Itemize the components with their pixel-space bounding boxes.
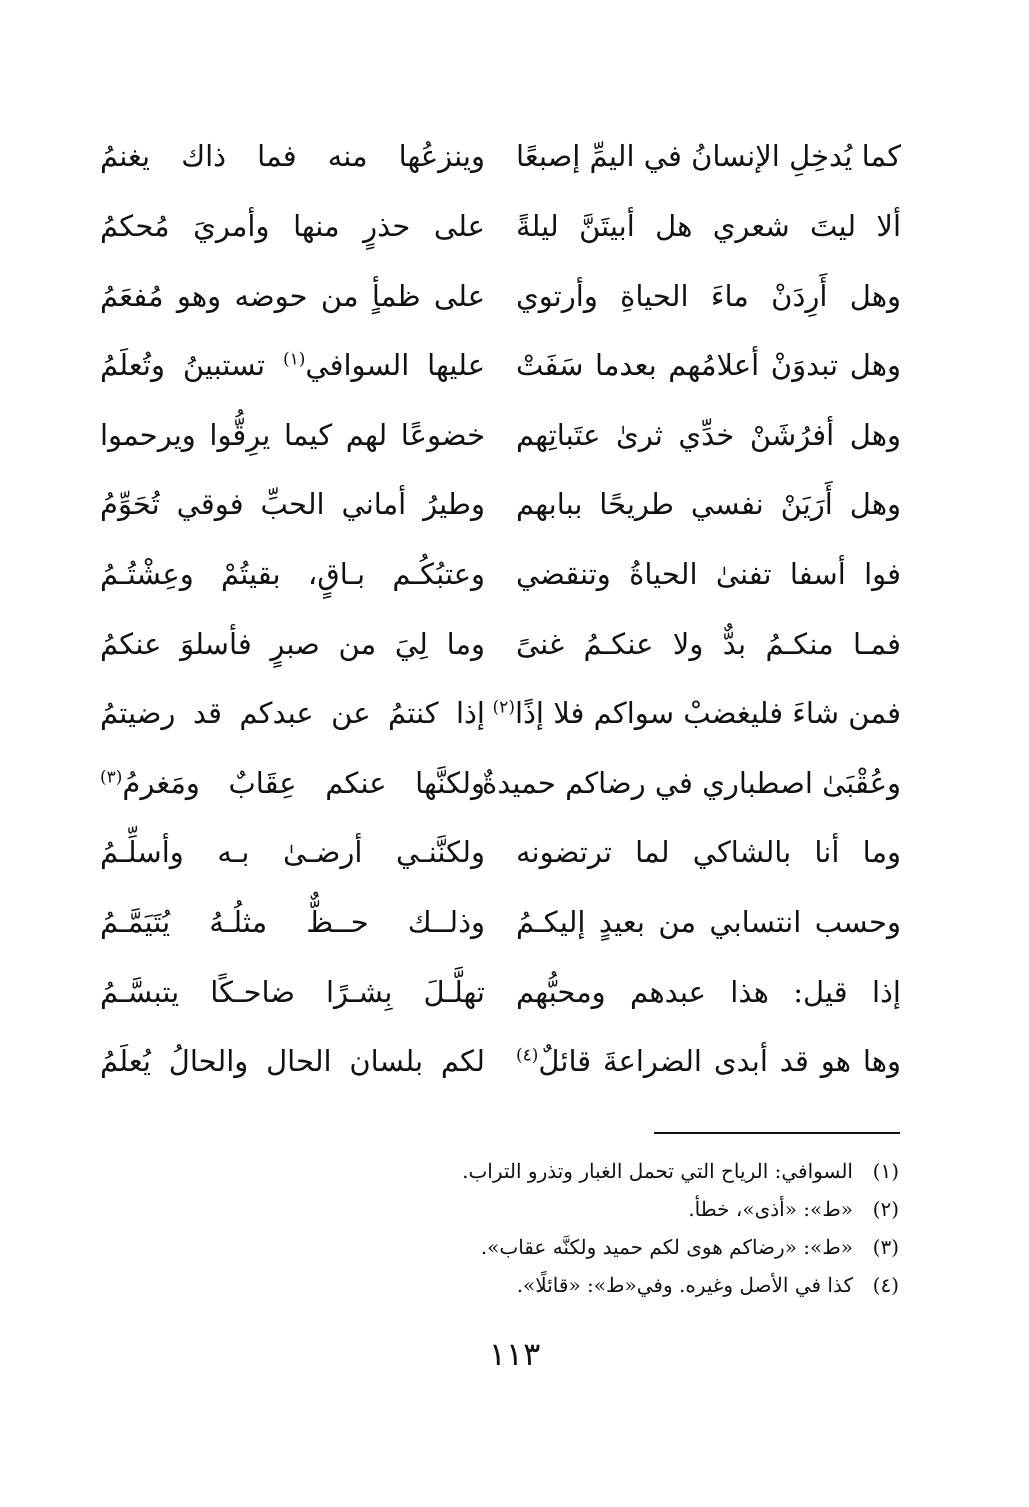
- verse-first-hemistich: وهل أَرَيَنْ نفسي طريحًا ببابهم: [516, 487, 901, 522]
- verse: [100, 957, 901, 1027]
- verse-first-hemistich: وهل أفرُشَنْ خدِّي ثرىٰ عتَباتِهم: [516, 417, 901, 452]
- footnote: [300, 1228, 899, 1266]
- verse: [100, 888, 901, 958]
- verse-second-hemistich: وطيرُ أماني الحبِّ فوقي تُحَوِّمُ: [100, 487, 485, 522]
- verse-first-hemistich: [516, 1044, 901, 1079]
- verse: [100, 679, 901, 749]
- footnote-number: (١): [872, 1159, 899, 1183]
- verse-first-hemistich: كما يُدخِلِ الإنسانُ في اليمِّ إصبعًا: [516, 139, 901, 174]
- verse: [100, 192, 901, 262]
- footnote-number: (٤): [872, 1273, 899, 1297]
- verse-second-hemistich: [100, 766, 485, 801]
- verse: [100, 122, 901, 192]
- footnote-reference[interactable]: (٢): [492, 697, 515, 718]
- footnote: [300, 1266, 899, 1304]
- verse: [100, 609, 901, 679]
- verse-second-hemistich: وينزعُها منه فما ذاك يغنمُ: [100, 139, 485, 174]
- footnote-separator: [654, 1132, 900, 1134]
- footnotes: [300, 1152, 899, 1304]
- page-number: ١١٣: [488, 1335, 541, 1373]
- footnote-text: كذا في الأصل وغيره. وفي«ط»: «قائلًا».: [516, 1273, 853, 1297]
- footnote: [300, 1190, 899, 1228]
- verse-first-hemistich: وعُقْبَىٰ اصطباري في رضاكم حميدةٌ: [482, 765, 901, 800]
- verse-first-hemistich: ألا ليتَ شعري هل أبيتَنَّ ليلةً: [516, 208, 901, 243]
- footnote-number: (٢): [872, 1197, 899, 1221]
- verse-first-hemistich: وهل أَرِدَنْ ماءَ الحياةِ وأرتوي: [516, 278, 901, 313]
- footnote-text: السوافي: الرياح التي تحمل الغبار وتذرو التراب.: [462, 1159, 853, 1183]
- verse-second-hemistich: لكم بلسان الحال والحالُ يُعلَمُ: [100, 1044, 485, 1079]
- verse: [100, 400, 901, 470]
- verse: [100, 470, 901, 540]
- verse-second-hemistich: وما لِيَ من صبرٍ فأسلوَ عنكمُ: [100, 626, 485, 661]
- verse-first-hemistich: وحسب انتسابي من بعيدٍ إليكـمُ: [516, 904, 901, 939]
- verse-second-hemistich: ولكنَّنـي أرضـىٰ بـه وأسلِّـمُ: [100, 835, 485, 870]
- footnote-reference[interactable]: (٣): [100, 767, 123, 788]
- verse: [100, 261, 901, 331]
- verse-second-hemistich: وعتبُكُـم بـاقٍ، بقيتُمْ وعِشْتُـمُ: [100, 556, 485, 591]
- verse-first-hemistich: وهل تبدوَنْ أعلامُهم بعدما سَفَتْ: [516, 348, 901, 383]
- verse-first-hemistich: وما أنا بالشاكي لما ترتضونه: [516, 835, 901, 870]
- verse-first-hemistich: إذا قيل: هذا عبدهم ومحبُّهم: [516, 974, 901, 1009]
- verse-first-hemistich: [492, 696, 901, 731]
- footnote-text: «ط»: «رضاكم هوى لكم حميد ولكنَّه عقاب».: [480, 1235, 853, 1259]
- verse-second-hemistich: على حذرٍ منها وأمريَ مُحكمُ: [100, 208, 485, 243]
- verse: [100, 818, 901, 888]
- verse-second-hemistich: تهلَّـلَ بِشـرًا ضاحـكًا يتبسَّـمُ: [100, 974, 485, 1009]
- verse: [100, 748, 901, 818]
- poem: [100, 122, 901, 1096]
- verse: [100, 540, 901, 610]
- verse-second-hemistich: خضوعًا لهم كيما يرِقُّوا ويرحموا: [100, 417, 485, 452]
- hemistich-text: تستبينُ وتُعلَمُ: [100, 348, 283, 383]
- verse-second-hemistich: إذا كنتمُ عن عبدكم قد رضيتمُ: [100, 696, 485, 731]
- footnote-text: «ط»: «أذى»، خطأ.: [688, 1197, 853, 1221]
- verse-second-hemistich: على ظمأٍ من حوضه وهو مُفعَمُ: [100, 278, 485, 313]
- hemistich-text: ولكنَّها عنكم عِقَابٌ ومَغرمُ: [122, 765, 485, 800]
- verse-first-hemistich: فوا أسفا تفنىٰ الحياةُ وتنقضي: [516, 556, 901, 591]
- verse-first-hemistich: فمـا منكـمُ بدٌّ ولا عنكـمُ غنىً: [516, 626, 901, 661]
- verse: [100, 331, 901, 401]
- footnote-reference[interactable]: (٤): [516, 1045, 539, 1066]
- hemistich-text: وها هو قد أبدى الضراعةَ قائلٌ: [538, 1044, 901, 1079]
- verse: [100, 1027, 901, 1097]
- verse-second-hemistich: وذلــك حــظٌّ مثلُـهُ يُتَيَمَّـمُ: [100, 904, 485, 939]
- hemistich-text: فمن شاءَ فليغضبْ سواكم فلا إذًا: [514, 696, 901, 731]
- hemistich-text: عليها السوافي: [305, 348, 485, 383]
- footnote-number: (٣): [872, 1235, 899, 1259]
- footnote-reference[interactable]: (١): [283, 349, 306, 370]
- footnote: [300, 1152, 899, 1190]
- verse-second-hemistich: [100, 348, 485, 383]
